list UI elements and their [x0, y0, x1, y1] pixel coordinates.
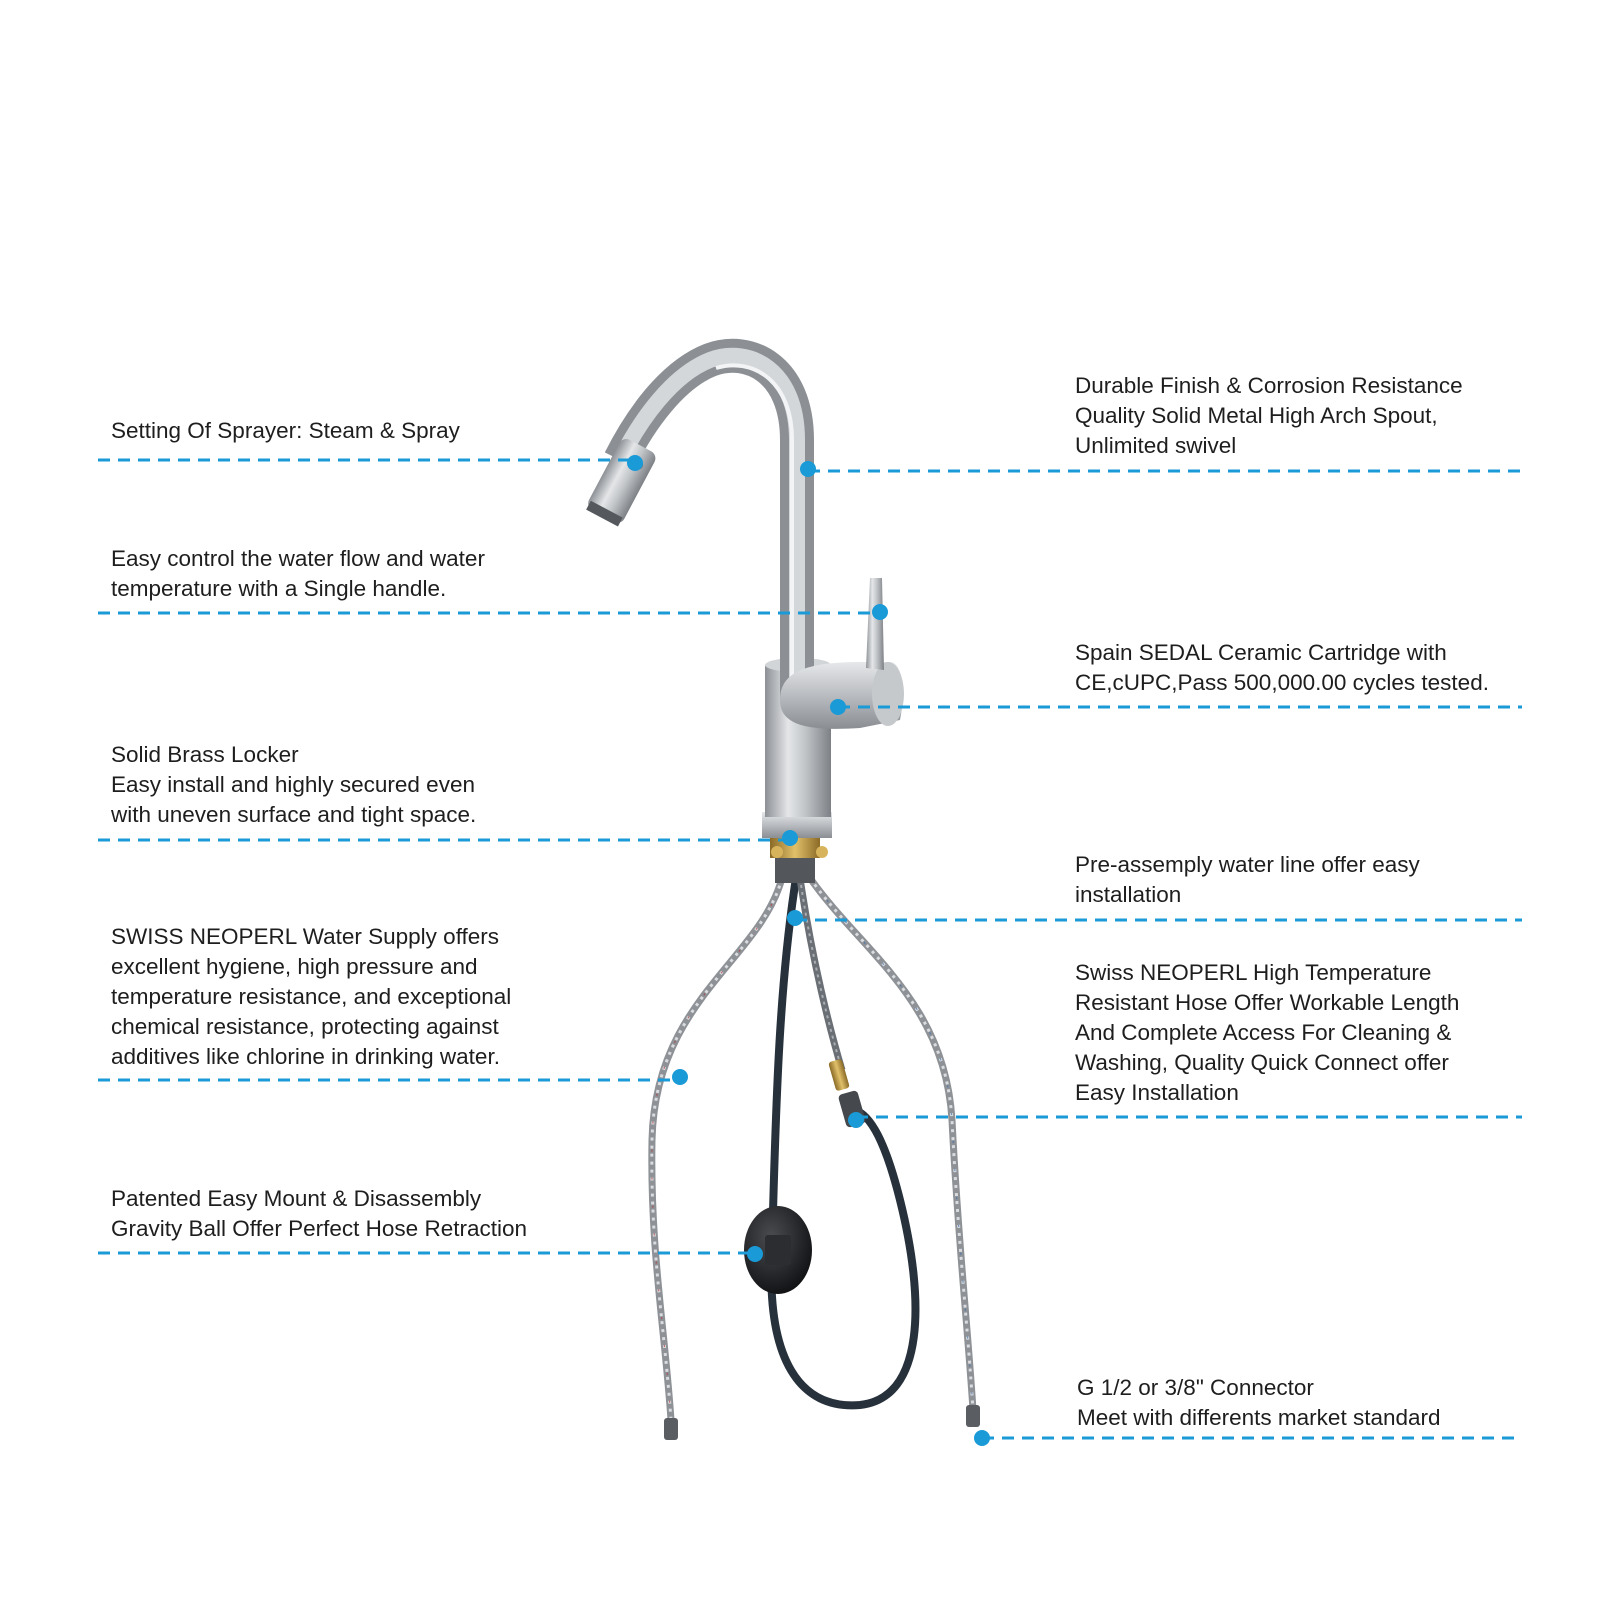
- callout-text: SWISS NEOPERL Water Supply offers: [111, 924, 500, 949]
- callout-text: Meet with differents market standard: [1077, 1405, 1441, 1430]
- callout-dot-water-line: [787, 910, 803, 926]
- callout-text: installation: [1075, 882, 1182, 907]
- callout-text: temperature with a Single handle.: [111, 576, 447, 601]
- callout-text: Patented Easy Mount & Disassembly: [111, 1186, 482, 1211]
- callout-dot-locker: [782, 830, 798, 846]
- supply-hose-right: [810, 878, 980, 1427]
- callout-dot-sprayer: [627, 455, 643, 471]
- supply-hose-left: [652, 878, 782, 1440]
- callout-text: And Complete Access For Cleaning &: [1075, 1020, 1452, 1045]
- callout-text: with uneven surface and tight space.: [111, 802, 477, 827]
- callout-label-hose: [1075, 958, 1459, 1108]
- callout-label-finish: [1075, 371, 1463, 461]
- callout-label-handle: [111, 544, 485, 604]
- callout-text: Durable Finish & Corrosion Resistance: [1075, 373, 1463, 398]
- callout-dot-water-supply: [672, 1069, 688, 1085]
- callout-text: Quality Solid Metal High Arch Spout,: [1075, 403, 1438, 428]
- callout-label-water-supply: [111, 922, 511, 1072]
- callout-text: Swiss NEOPERL High Temperature: [1075, 960, 1432, 985]
- callout-label-locker: [111, 740, 476, 830]
- mounting-base: [762, 812, 832, 883]
- high-arch-spout: [620, 356, 797, 700]
- callout-text: Solid Brass Locker: [111, 742, 299, 767]
- callout-dot-gravity-ball: [747, 1246, 763, 1262]
- callout-text: Gravity Ball Offer Perfect Hose Retraction: [111, 1216, 527, 1241]
- callout-label-gravity-ball: [111, 1184, 527, 1244]
- callout-dot-finish: [800, 461, 816, 477]
- callout-text: Setting Of Sprayer: Steam & Spray: [111, 418, 460, 443]
- callout-text: Easy Installation: [1075, 1080, 1239, 1105]
- callout-label-sprayer: [111, 416, 460, 446]
- callout-text: Easy control the water flow and water: [111, 546, 485, 571]
- pull-down-hose: [771, 878, 915, 1405]
- callout-dot-handle: [872, 604, 888, 620]
- callout-text: Pre-assemply water line offer easy: [1075, 852, 1420, 877]
- callout-label-cartridge: [1075, 638, 1489, 698]
- callout-text: Unlimited swivel: [1075, 433, 1237, 458]
- callout-label-water-line: [1075, 850, 1420, 910]
- callout-text: Resistant Hose Offer Workable Length: [1075, 990, 1460, 1015]
- callout-text: G 1/2 or 3/8" Connector: [1077, 1375, 1314, 1400]
- callout-text: Easy install and highly secured even: [111, 772, 475, 797]
- callout-text: CE,cUPC,Pass 500,000.00 cycles tested.: [1075, 670, 1489, 695]
- callout-text: temperature resistance, and exceptional: [111, 984, 512, 1009]
- sprayer-head: [584, 436, 658, 527]
- callout-text: excellent hygiene, high pressure and: [111, 954, 478, 979]
- callout-text: chemical resistance, protecting against: [111, 1014, 499, 1039]
- callout-dot-cartridge: [830, 699, 846, 715]
- callout-label-connector: [1077, 1373, 1441, 1433]
- callout-text: additives like chlorine in drinking water.: [111, 1044, 500, 1069]
- callout-dot-hose: [848, 1112, 864, 1128]
- callout-text: Washing, Quality Quick Connect offer: [1075, 1050, 1449, 1075]
- callout-dot-connector: [974, 1430, 990, 1446]
- callout-text: Spain SEDAL Ceramic Cartridge with: [1075, 640, 1447, 665]
